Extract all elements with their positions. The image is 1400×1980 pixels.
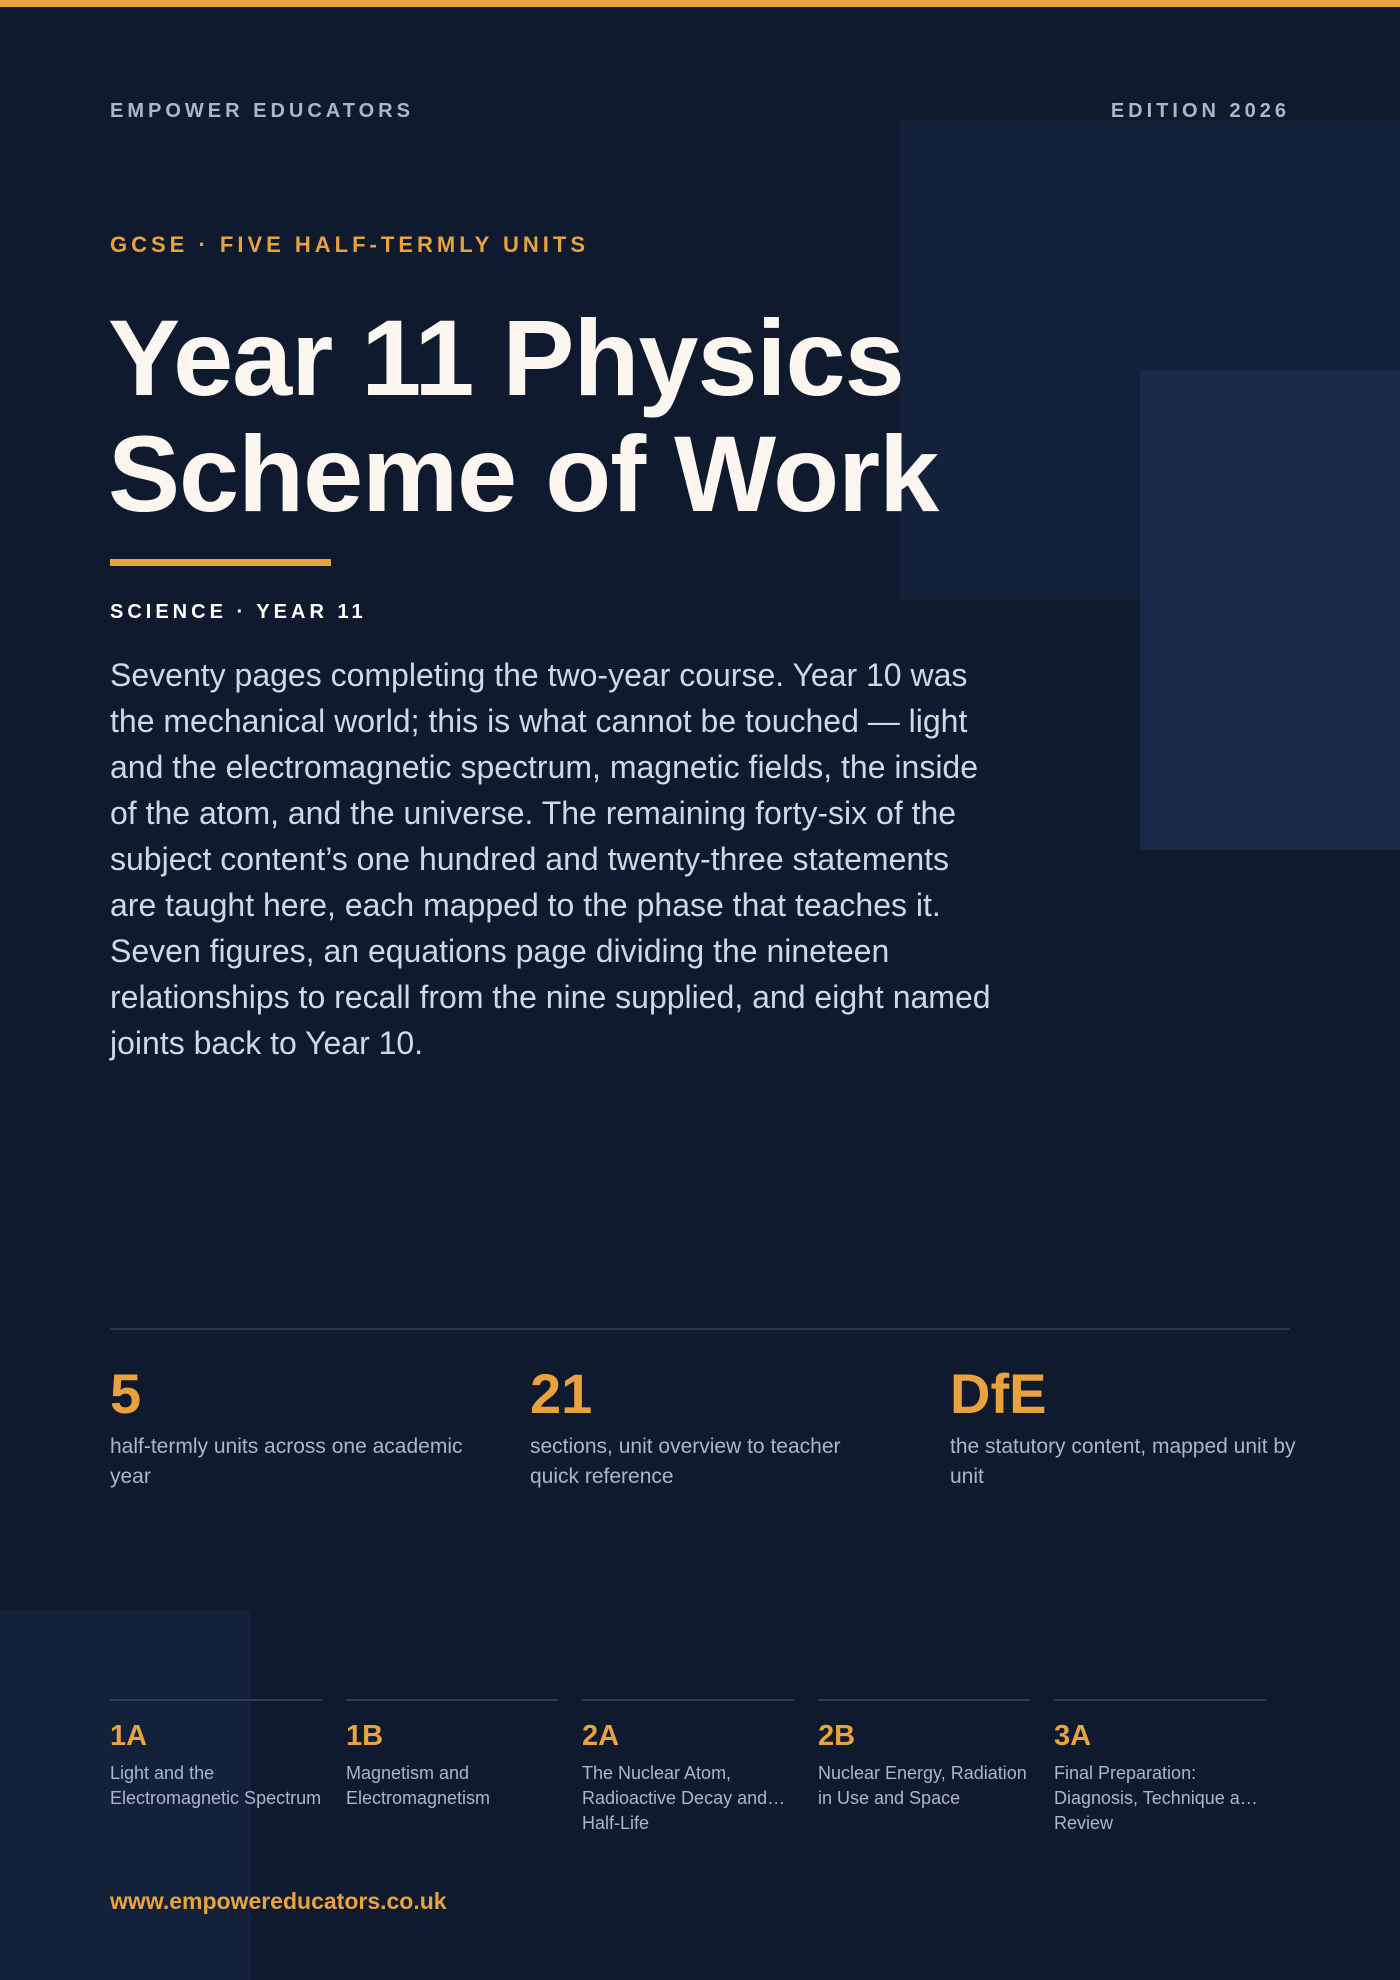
unit-card-2a — [582, 1699, 794, 1833]
edition-label: EDITION 2026 — [1110, 100, 1290, 122]
unit-card-1b — [346, 1699, 558, 1811]
unit-code: 3A — [1054, 1720, 1092, 1752]
stat-value: 21 — [530, 1362, 593, 1425]
unit-code: 2A — [582, 1720, 620, 1752]
stat-dfe — [950, 1362, 1310, 1492]
title-line-1: Year 11 Physics — [108, 297, 904, 418]
stat-description: sections, unit overview to teacher quick reference — [530, 1435, 841, 1488]
unit-code: 1A — [110, 1720, 148, 1752]
unit-name: Nuclear Energy, Radiation in Use and Space — [818, 1763, 1027, 1808]
unit-name: Magnetism and Electromagnetism — [346, 1763, 491, 1808]
unit-card-2b — [818, 1699, 1030, 1811]
stat-description: half-termly units across one academic year — [110, 1435, 463, 1488]
publisher-brand: EMPOWER EDUCATORS — [110, 100, 414, 122]
stat-value: 5 — [110, 1362, 142, 1425]
unit-card-3a — [1054, 1699, 1266, 1833]
unit-name: Final Preparation: Diagnosis, Technique and Review — [1054, 1763, 1260, 1833]
unit-name: The Nuclear Atom, Radioactive Decay and Half-Life — [582, 1763, 768, 1833]
stats-divider — [110, 1328, 1290, 1330]
page-title — [108, 297, 1008, 534]
stat-sections — [530, 1362, 890, 1492]
unit-code: 2B — [818, 1720, 856, 1752]
website-link[interactable]: www.empowereducators.co.uk — [110, 1888, 447, 1914]
title-line-2: Scheme of Work — [108, 413, 939, 534]
intro-paragraph: Seventy pages completing the two-year course. Year 10 was the mechanical world; this is what cannot be touched — light and the electromagnetic spectrum, magnetic fields, the inside of the atom, and the universe. The remaining forty-six of the subject content’s one hundred and twenty-three statements are taught here, each mapped to the phase that teaches it. Seven figures, an equations page dividing the nineteen relationships to recall from the nine supplied, and eight named joints back to Year 10. — [110, 657, 991, 1061]
top-accent-bar — [0, 0, 1400, 7]
stat-description: the statutory content, mapped unit by unit — [950, 1435, 1296, 1488]
course-kicker: GCSE · FIVE HALF-TERMLY UNITS — [110, 232, 590, 257]
subject-label: SCIENCE · YEAR 11 — [110, 601, 367, 623]
decorative-panel-right — [1140, 370, 1400, 850]
unit-name: Light and the Electromagnetic Spectrum — [110, 1763, 322, 1808]
unit-card-1a — [110, 1699, 322, 1811]
unit-code: 1B — [346, 1720, 384, 1752]
stat-units — [110, 1362, 470, 1492]
stat-value: DfE — [950, 1362, 1047, 1425]
title-underline — [110, 559, 331, 566]
